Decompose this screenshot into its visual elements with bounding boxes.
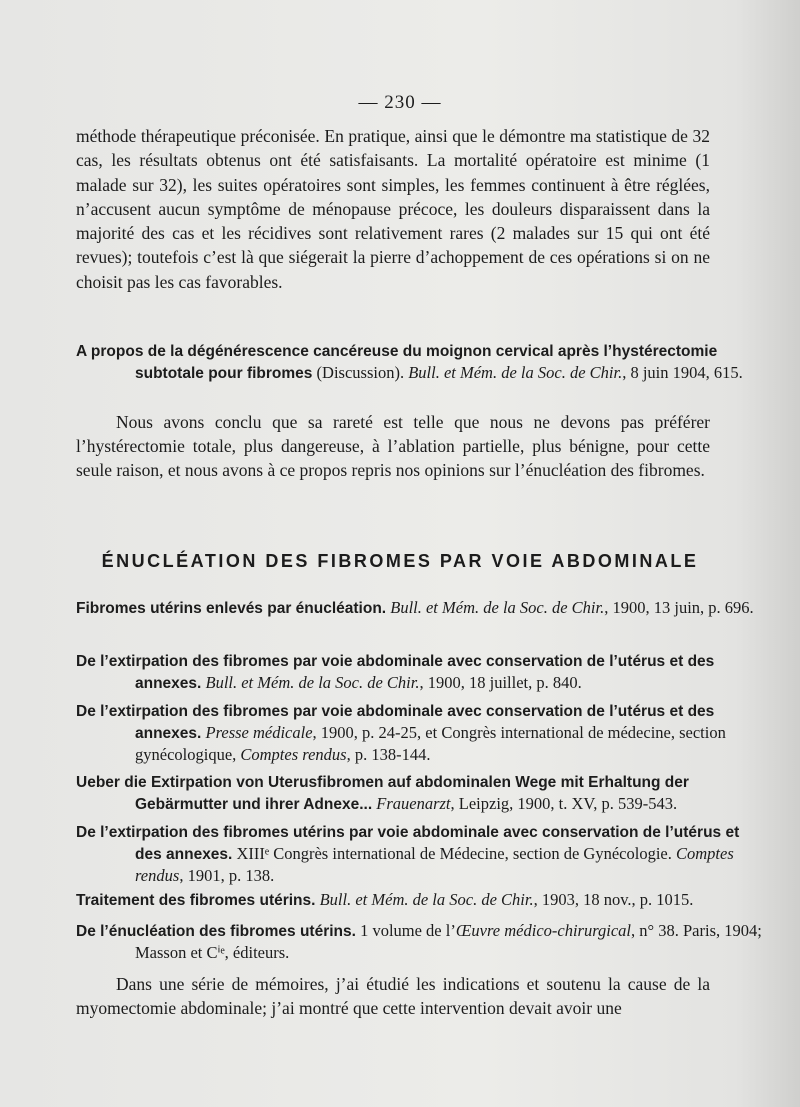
section-title: ÉNUCLÉATION DES FIBROMES PAR VOIE ABDOMINALE [101,551,699,571]
reference-item: De l’extirpation des fibromes utérins par voie abdominale avec conservation de l’utérus et des annexes. XIIIᵉ Congrès international de Médecine, section de Gynécologie. Comptes rendus, 1901, p. 138. [76,824,740,885]
page-number: — 230 — [358,92,442,113]
reference-item: Traitement des fibromes utérins. Bull. et Mém. de la Soc. de Chir., 1903, 18 nov., p. 1015. [76,890,694,909]
reference-item: Fibromes utérins enlevés par énucléation. Bull. et Mém. de la Soc. de Chir., 1900, 13 juin, p. 696. [76,598,754,617]
reference-item: Ueber die Extirpation von Uterusfibromen auf abdominalen Wege mit Erhaltung der Gebärmutter und ihrer Adnexe... Frauenarzt, Leipzig, 1900, t. XV, p. 539-543. [76,774,689,813]
paragraph-1: méthode thérapeutique préconisée. En pratique, ainsi que le démontre ma statistique de 32 cas, les résultats obtenus ont été satisfaisants. La mortalité opératoire est minime (1 malade sur 32), les suites opératoires sont simples, les femmes continuent à être réglées, n’accusent aucun symptôme de ménopause précoce, les douleurs disparaissent dans la majorité des cas et les récidives sont relativement rares (2 malades sur 15 qui ont été revues); toutefois c’est là que siégerait la pierre d’achoppement de ces opérations si on ne choisit pas les cas favorables. [76,126,710,292]
paragraph-2: Nous avons conclu que sa rareté est telle que nous ne devons pas préférer l’hystérectomie totale, plus dangereuse, à l’ablation partielle, plus bénigne, pour cette seule raison, et nous avons à ce propos repris nos opinions sur l’énucléation des fibromes. [76,412,710,480]
reference-cancer-moignon: A propos de la dégénérescence cancéreuse du moignon cervical après l’hystérectomie subtotale pour fibromes (Discussion). Bull. et Mém. de la Soc. de Chir., 8 juin 1904, 615. [76,343,743,382]
reference-item: De l’extirpation des fibromes par voie abdominale avec conservation de l’utérus et des annexes. Bull. et Mém. de la Soc. de Chir., 1900, 18 juillet, p. 840. [76,653,715,692]
paragraph-3: Dans une série de mémoires, j’ai étudié les indications et soutenu la cause de la myomectomie abdominale; j’ai montré que cette intervention devait avoir une [76,974,710,1018]
reference-item: De l’énucléation des fibromes utérins. 1 volume de l’Œuvre médico-chirurgical, n° 38. Paris, 1904; Masson et Cⁱᵉ, éditeurs. [76,921,762,962]
reference-item: De l’extirpation des fibromes par voie abdominale avec conservation de l’utérus et des annexes. Presse médicale, 1900, p. 24-25, et Congrès international de médecine, section gynécologique, Comptes rendus, p. 138-144. [76,703,726,764]
reference-title: A propos de la dégénérescence cancéreuse du moignon cervical après l’hystérectomie subtotale pour fibromes [76,343,718,382]
